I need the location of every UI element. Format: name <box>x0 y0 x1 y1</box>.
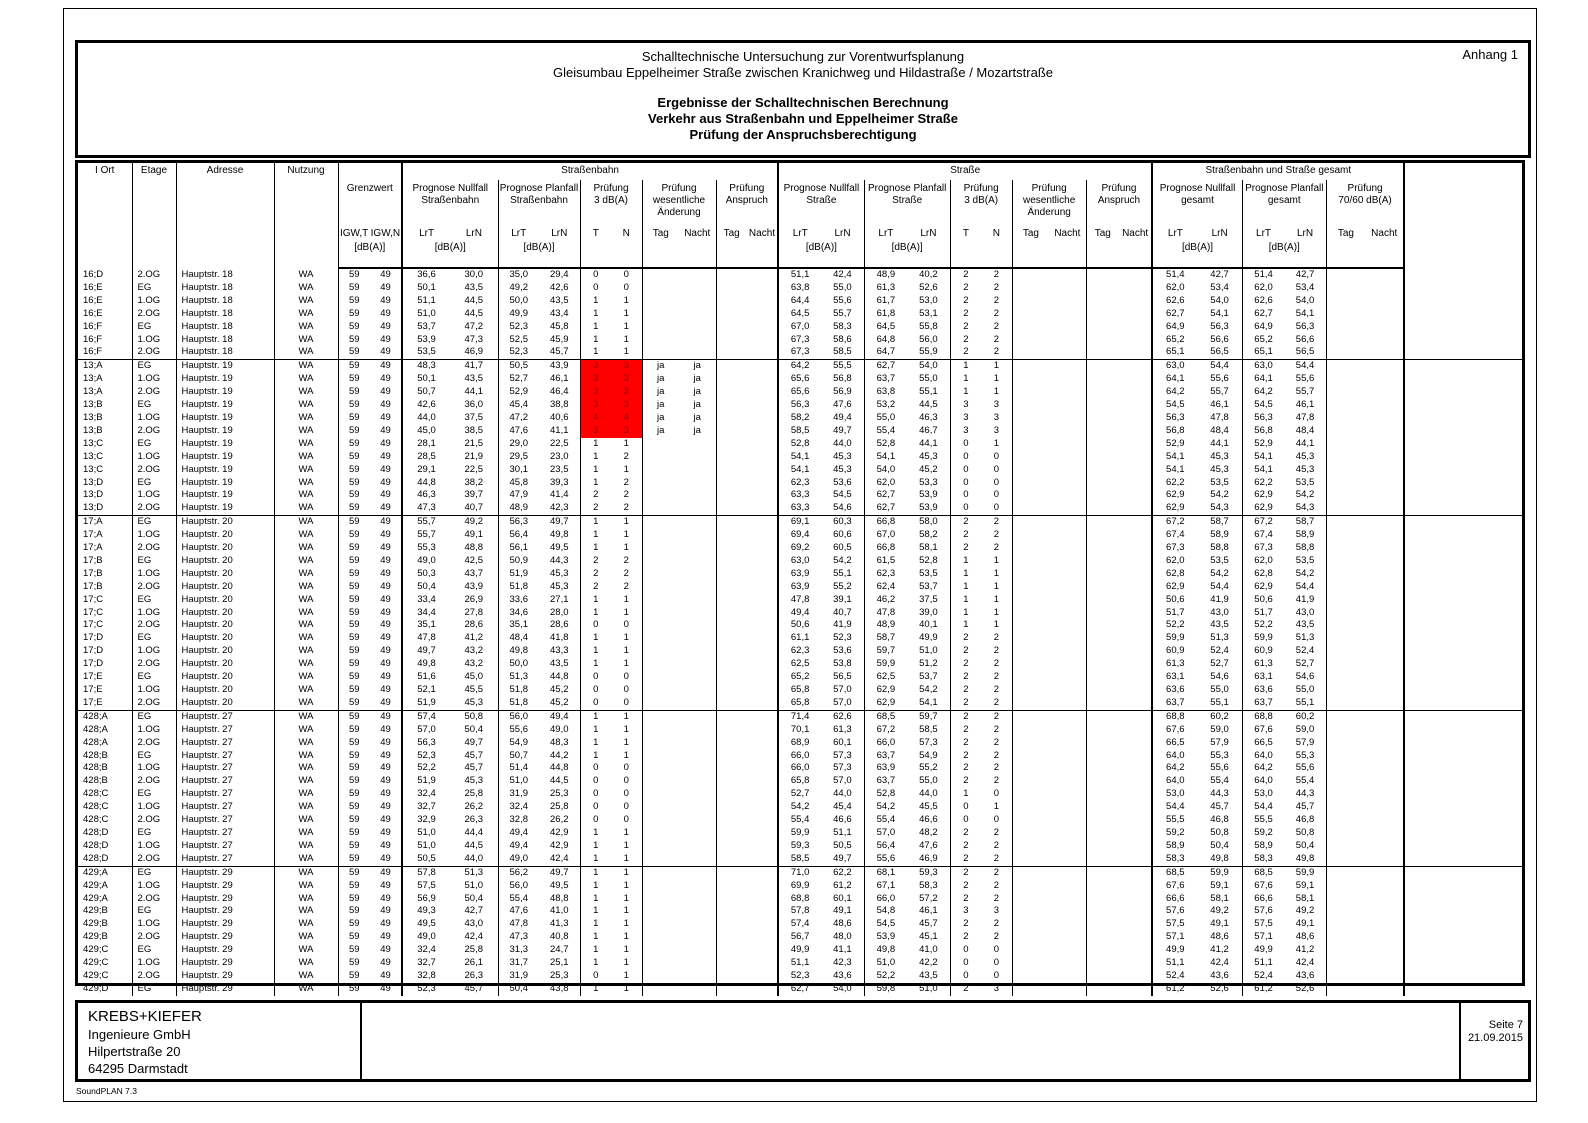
table-row: 429;B 2.OG Hauptstr. 29 WA 59 49 49,0 42,4 47,3 40,8 1 1 56,7 48,0 53,9 45,1 2 2 57,1 48,6 57,1 48,6 <box>78 931 1522 944</box>
subcolumn-header: LrT LrN [dB(A)] <box>864 227 950 268</box>
subcolumn-header: Tag Nacht <box>1086 227 1152 268</box>
table-row: 429;D EG Hauptstr. 29 WA 59 49 52,3 45,7 50,4 43,8 1 1 62,7 54,0 59,8 51,0 2 3 61,2 52,6 61,2 52,6 <box>78 983 1522 996</box>
report-title-1: Ergebnisse der Schalltechnischen Berechnung <box>657 95 949 110</box>
column-header: Etage <box>132 163 176 268</box>
company-name: KREBS+KIEFER <box>88 1008 202 1025</box>
column-header: Prognose Planfall gesamt <box>1242 180 1326 227</box>
table-row: 13;B 1.OG Hauptstr. 19 WA 59 49 44,0 37,5 47,2 40,6 4 4 ja ja 58,2 49,4 55,0 46,3 3 3 56,3 47,8 56,3 47,8 <box>78 412 1522 425</box>
column-header: I Ort <box>95 165 115 176</box>
subcolumn-header: LrT LrN [dB(A)] <box>1242 227 1326 268</box>
table-row: 17;E 1.OG Hauptstr. 20 WA 59 49 52,1 45,5 51,8 45,2 0 0 65,8 57,0 62,9 54,2 2 2 63,6 55,0 63,6 55,0 <box>78 684 1522 697</box>
group-header: Straße <box>778 163 1152 180</box>
table-row: 13;A EG Hauptstr. 19 WA 59 49 48,3 41,7 50,5 43,9 3 3 ja ja 64,2 55,5 62,7 54,0 1 1 63,0 54,4 63,0 54,4 <box>78 360 1522 373</box>
column-header: Prognose Nullfall gesamt <box>1152 180 1242 227</box>
footer-page-cell <box>1461 1003 1528 1079</box>
table-row: 16;E EG Hauptstr. 18 WA 59 49 50,1 43,5 49,2 42,6 0 0 63,8 55,0 61,3 52,6 2 2 62,0 53,4 62,0 53,4 <box>78 282 1522 295</box>
empty-trailing-column <box>1404 163 1522 268</box>
table-row: 17;D 1.OG Hauptstr. 20 WA 59 49 49,7 43,2 49,8 43,3 1 1 62,3 53,6 59,7 51,0 2 2 60,9 52,4 60,9 52,4 <box>78 645 1522 658</box>
footer-middle-cell <box>362 1003 1461 1079</box>
table-row: 16;D 2.OG Hauptstr. 18 WA 59 49 36,6 30,0 35,0 29,4 0 0 51,1 42,4 48,9 40,2 2 2 51,4 42,7 51,4 42,7 <box>78 268 1522 282</box>
group-header: Straßenbahn und Straße gesamt <box>1152 163 1404 180</box>
table-row: 428;C 2.OG Hauptstr. 27 WA 59 49 32,9 26,3 32,8 26,2 0 0 55,4 46,6 55,4 46,6 0 0 55,5 46,8 55,5 46,8 <box>78 814 1522 827</box>
table-row: 13;A 1.OG Hauptstr. 19 WA 59 49 50,1 43,5 52,7 46,1 3 3 ja ja 65,6 56,8 63,7 55,0 1 1 64,1 55,6 64,1 55,6 <box>78 373 1522 386</box>
results-table-wrap <box>75 160 1525 994</box>
column-header: Prognose Planfall Straße <box>864 180 950 227</box>
subcolumn-header: LrT LrN [dB(A)] <box>402 227 498 268</box>
table-row: 17;A 1.OG Hauptstr. 20 WA 59 49 55,7 49,1 56,4 49,8 1 1 69,4 60,6 67,0 58,2 2 2 67,4 58,9 67,4 58,9 <box>78 529 1522 542</box>
table-row: 428;D EG Hauptstr. 27 WA 59 49 51,0 44,4 49,4 42,9 1 1 59,9 51,1 57,0 48,2 2 2 59,2 50,8 59,2 50,8 <box>78 827 1522 840</box>
table-row: 13;B EG Hauptstr. 19 WA 59 49 42,6 36,0 45,4 38,8 3 3 ja ja 56,3 47,6 53,2 44,5 3 3 54,5 46,1 54,5 46,1 <box>78 399 1522 412</box>
company-block <box>78 1003 362 1079</box>
table-row: 429;A 1.OG Hauptstr. 29 WA 59 49 57,5 51,0 56,0 49,5 1 1 69,9 61,2 67,1 58,3 2 2 67,6 59,1 67,6 59,1 <box>78 880 1522 893</box>
table-row: 17;C 2.OG Hauptstr. 20 WA 59 49 35,1 28,6 35,1 28,6 0 0 50,6 41,9 48,9 40,1 1 1 52,2 43,5 52,2 43,5 <box>78 619 1522 632</box>
table-row: 17;C 1.OG Hauptstr. 20 WA 59 49 34,4 27,8 34,6 28,0 1 1 49,4 40,7 47,8 39,0 1 1 51,7 43,0 51,7 43,0 <box>78 607 1522 620</box>
subcolumn-header: T N <box>580 227 642 268</box>
table-row: 13;A 2.OG Hauptstr. 19 WA 59 49 50,7 44,1 52,9 46,4 3 3 ja ja 65,6 56,9 63,8 55,1 1 1 64,2 55,7 64,2 55,7 <box>78 386 1522 399</box>
annex-label: Anhang 1 <box>1462 47 1518 62</box>
table-row: 17;A 2.OG Hauptstr. 20 WA 59 49 55,3 48,8 56,1 49,5 1 1 69,2 60,5 66,8 58,1 2 2 67,3 58,8 67,3 58,8 <box>78 542 1522 555</box>
table-row: 17;A EG Hauptstr. 20 WA 59 49 55,7 49,2 56,3 49,7 1 1 69,1 60,3 66,8 58,0 2 2 67,2 58,7 67,2 58,7 <box>78 516 1522 529</box>
table-row: 13;C 2.OG Hauptstr. 19 WA 59 49 29,1 22,5 30,1 23,5 1 1 54,1 45,3 54,0 45,2 0 0 54,1 45,3 54,1 45,3 <box>78 464 1522 477</box>
table-row: 429;B 1.OG Hauptstr. 29 WA 59 49 49,5 43,0 47,8 41,3 1 1 57,4 48,6 54,5 45,7 2 2 57,5 49,1 57,5 49,1 <box>78 918 1522 931</box>
group-header-row <box>78 163 1522 180</box>
table-row: 17;C EG Hauptstr. 20 WA 59 49 33,4 26,9 33,6 27,1 1 1 47,8 39,1 46,2 37,5 1 1 50,6 41,9 50,6 41,9 <box>78 594 1522 607</box>
subcolumn-header: Tag Nacht <box>716 227 778 268</box>
table-row: 429;C 1.OG Hauptstr. 29 WA 59 49 32,7 26,1 31,7 25,1 1 1 51,1 42,3 51,0 42,2 0 0 51,1 42,4 51,1 42,4 <box>78 957 1522 970</box>
table-row: 428;A 2.OG Hauptstr. 27 WA 59 49 56,3 49,7 54,9 48,3 1 1 68,9 60,1 66,0 57,3 2 2 66,5 57,9 66,5 57,9 <box>78 737 1522 750</box>
subcolumn-header: LrT LrN [dB(A)] <box>778 227 864 268</box>
table-row: 17;E EG Hauptstr. 20 WA 59 49 51,6 45,0 51,3 44,8 0 0 65,2 56,5 62,5 53,7 2 2 63,1 54,6 63,1 54,6 <box>78 671 1522 684</box>
table-row: 429;C 2.OG Hauptstr. 29 WA 59 49 32,8 26,3 31,9 25,3 0 1 52,3 43,6 52,2 43,5 0 0 52,4 43,6 52,4 43,6 <box>78 970 1522 983</box>
company-line-2: Ingenieure GmbH <box>88 1027 191 1042</box>
table-row: 16;F 2.OG Hauptstr. 18 WA 59 49 53,5 46,9 52,3 45,7 1 1 67,3 58,5 64,7 55,9 2 2 65,1 56,5 65,1 56,5 <box>78 346 1522 359</box>
table-row: 428;B EG Hauptstr. 27 WA 59 49 52,3 45,7 50,7 44,2 1 1 66,0 57,3 63,7 54,9 2 2 64,0 55,3 64,0 55,3 <box>78 750 1522 763</box>
subcolumn-header: Tag Nacht <box>1326 227 1404 268</box>
table-row: 17;B 1.OG Hauptstr. 20 WA 59 49 50,3 43,7 51,9 45,3 2 2 63,9 55,1 62,3 53,5 1 1 62,8 54,2 62,8 54,2 <box>78 568 1522 581</box>
table-body <box>78 268 1522 996</box>
column-header: Prüfung wesentliche Änderung <box>642 180 716 227</box>
column-header: Prüfung 3 dB(A) <box>950 180 1012 227</box>
title-spacer <box>78 81 1528 95</box>
column-header: Adresse <box>176 163 274 268</box>
table-row: 16;E 1.OG Hauptstr. 18 WA 59 49 51,1 44,5 50,0 43,5 1 1 64,4 55,6 61,7 53,0 2 2 62,6 54,0 62,6 54,0 <box>78 295 1522 308</box>
table-row: 17;D 2.OG Hauptstr. 20 WA 59 49 49,8 43,2 50,0 43,5 1 1 62,5 53,8 59,9 51,2 2 2 61,3 52,7 61,3 52,7 <box>78 658 1522 671</box>
subcolumn-header: T N <box>950 227 1012 268</box>
column-header: Prüfung 70/60 dB(A) <box>1326 180 1404 227</box>
table-row: 16;F EG Hauptstr. 18 WA 59 49 53,7 47,2 52,3 45,8 1 1 67,0 58,3 64,5 55,8 2 2 64,9 56,3 64,9 56,3 <box>78 321 1522 334</box>
subcolumn-header: IGW,T IGW,N [dB(A)] <box>338 227 402 268</box>
table-row: 428;C 1.OG Hauptstr. 27 WA 59 49 32,7 26,2 32,4 25,8 0 0 54,2 45,4 54,2 45,5 0 1 54,4 45,7 54,4 45,7 <box>78 801 1522 814</box>
company-line-3: Hilpertstraße 20 <box>88 1044 181 1059</box>
table-header <box>78 163 1522 268</box>
group-header: Straßenbahn <box>402 163 778 180</box>
software-version: SoundPLAN 7.3 <box>76 1086 137 1096</box>
table-row: 429;B EG Hauptstr. 29 WA 59 49 49,3 42,7 47,6 41,0 1 1 57,8 49,1 54,8 46,1 3 3 57,6 49,2 57,6 49,2 <box>78 905 1522 918</box>
table-row: 13;C EG Hauptstr. 19 WA 59 49 28,1 21,5 29,0 22,5 1 1 52,8 44,0 52,8 44,1 0 1 52,9 44,1 52,9 44,1 <box>78 438 1522 451</box>
report-title-3: Prüfung der Anspruchsberechtigung <box>689 127 917 142</box>
column-header: Prüfung wesentliche Änderung <box>1012 180 1086 227</box>
column-header: Grenzwert <box>338 180 402 227</box>
subcolumn-header: Tag Nacht <box>1012 227 1086 268</box>
table-row: 428;D 2.OG Hauptstr. 27 WA 59 49 50,5 44,0 49,0 42,4 1 1 58,5 49,7 55,6 46,9 2 2 58,3 49,8 58,3 49,8 <box>78 853 1522 866</box>
column-header: Prognose Planfall Straßenbahn <box>498 180 580 227</box>
report-date: 21.09.2015 <box>1467 1032 1523 1044</box>
table-row: 428;A EG Hauptstr. 27 WA 59 49 57,4 50,8 56,0 49,4 1 1 71,4 62,6 68,5 59,7 2 2 68,8 60,2 68,8 60,2 <box>78 710 1522 723</box>
column-header: Prognose Nullfall Straße <box>778 180 864 227</box>
column-header: Prüfung Anspruch <box>1086 180 1152 227</box>
subcolumn-header: LrT LrN [dB(A)] <box>498 227 580 268</box>
table-row: 428;B 1.OG Hauptstr. 27 WA 59 49 52,2 45,7 51,4 44,8 0 0 66,0 57,3 63,9 55,2 2 2 64,2 55,6 64,2 55,6 <box>78 762 1522 775</box>
table-row: 17;E 2.OG Hauptstr. 20 WA 59 49 51,9 45,3 51,8 45,2 0 0 65,8 57,0 62,9 54,1 2 2 63,7 55,1 63,7 55,1 <box>78 697 1522 710</box>
table-row: 17;D EG Hauptstr. 20 WA 59 49 47,8 41,2 48,4 41,8 1 1 61,1 52,3 58,7 49,9 2 2 59,9 51,3 59,9 51,3 <box>78 632 1522 645</box>
page-number: Seite 7 <box>1488 1019 1523 1031</box>
table-row: 17;B EG Hauptstr. 20 WA 59 49 49,0 42,5 50,9 44,3 2 2 63,0 54,2 61,5 52,8 1 1 62,0 53,5 62,0 53,5 <box>78 555 1522 568</box>
table-row: 13;B 2.OG Hauptstr. 19 WA 59 49 45,0 38,5 47,6 41,1 3 3 ja ja 58,5 49,7 55,4 46,7 3 3 56,8 48,4 56,8 48,4 <box>78 425 1522 438</box>
table-row: 13;C 1.OG Hauptstr. 19 WA 59 49 28,5 21,9 29,5 23,0 1 2 54,1 45,3 54,1 45,3 0 0 54,1 45,3 54,1 45,3 <box>78 451 1522 464</box>
table-row: 429;C EG Hauptstr. 29 WA 59 49 32,4 25,8 31,3 24,7 1 1 49,9 41,1 49,8 41,0 0 0 49,9 41,2 49,9 41,2 <box>78 944 1522 957</box>
table-row: 13;D 1.OG Hauptstr. 19 WA 59 49 46,3 39,7 47,9 41,4 2 2 63,3 54,5 62,7 53,9 0 0 62,9 54,2 62,9 54,2 <box>78 489 1522 502</box>
table-row: 429;A EG Hauptstr. 29 WA 59 49 57,8 51,3 56,2 49,7 1 1 71,0 62,2 68,1 59,3 2 2 68,5 59,9 68,5 59,9 <box>78 866 1522 879</box>
table-row: 13;D 2.OG Hauptstr. 19 WA 59 49 47,3 40,7 48,9 42,3 2 2 63,3 54,6 62,7 53,9 0 0 62,9 54,3 62,9 54,3 <box>78 502 1522 515</box>
column-header: Prüfung 3 dB(A) <box>580 180 642 227</box>
table-row: 428;A 1.OG Hauptstr. 27 WA 59 49 57,0 50,4 55,6 49,0 1 1 70,1 61,3 67,2 58,5 2 2 67,6 59,0 67,6 59,0 <box>78 724 1522 737</box>
report-subtitle-1: Schalltechnische Untersuchung zur Vorentwurfsplanung <box>641 49 965 64</box>
table-row: 428;B 2.OG Hauptstr. 27 WA 59 49 51,9 45,3 51,0 44,5 0 0 65,8 57,0 63,7 55,0 2 2 64,0 55,4 64,0 55,4 <box>78 775 1522 788</box>
table-row: 16;F 1.OG Hauptstr. 18 WA 59 49 53,9 47,3 52,5 45,9 1 1 67,3 58,6 64,8 56,0 2 2 65,2 56,6 65,2 56,6 <box>78 334 1522 347</box>
table-row: 17;B 2.OG Hauptstr. 20 WA 59 49 50,4 43,9 51,8 45,3 2 2 63,9 55,2 62,4 53,7 1 1 62,9 54,4 62,9 54,4 <box>78 581 1522 594</box>
report-title-2: Verkehr aus Straßenbahn und Eppelheimer Straße <box>648 111 958 126</box>
grenzwert-spacer <box>338 163 402 180</box>
table-row: 13;D EG Hauptstr. 19 WA 59 49 44,8 38,2 45,8 39,3 1 2 62,3 53,6 62,0 53,3 0 0 62,2 53,5 62,2 53,5 <box>78 477 1522 490</box>
column-header: Nutzung <box>274 163 338 268</box>
table-row: 428;D 1.OG Hauptstr. 27 WA 59 49 51,0 44,5 49,4 42,9 1 1 59,3 50,5 56,4 47,6 2 2 58,9 50,4 58,9 50,4 <box>78 840 1522 853</box>
table-row: 16;E 2.OG Hauptstr. 18 WA 59 49 51,0 44,5 49,9 43,4 1 1 64,5 55,7 61,8 53,1 2 2 62,7 54,1 62,7 54,1 <box>78 308 1522 321</box>
company-line-4: 64295 Darmstadt <box>88 1061 188 1076</box>
subcolumn-header: LrT LrN [dB(A)] <box>1152 227 1242 268</box>
report-subtitle-2: Gleisumbau Eppelheimer Straße zwischen Kranichweg und Hildastraße / Mozartstraße <box>553 65 1053 80</box>
table-row: 428;C EG Hauptstr. 27 WA 59 49 32,4 25,8 31,9 25,3 0 0 52,7 44,0 52,8 44,0 1 0 53,0 44,3 53,0 44,3 <box>78 788 1522 801</box>
column-header: Prognose Nullfall Straßenbahn <box>402 180 498 227</box>
footer-box <box>75 1000 1531 1082</box>
table-row: 429;A 2.OG Hauptstr. 29 WA 59 49 56,9 50,4 55,4 48,8 1 1 68,8 60,1 66,0 57,2 2 2 66,6 58,1 66,6 58,1 <box>78 893 1522 906</box>
subcolumn-header: Tag Nacht <box>642 227 716 268</box>
results-table <box>78 163 1522 996</box>
title-box <box>75 40 1531 158</box>
column-header: Prüfung Anspruch <box>716 180 778 227</box>
